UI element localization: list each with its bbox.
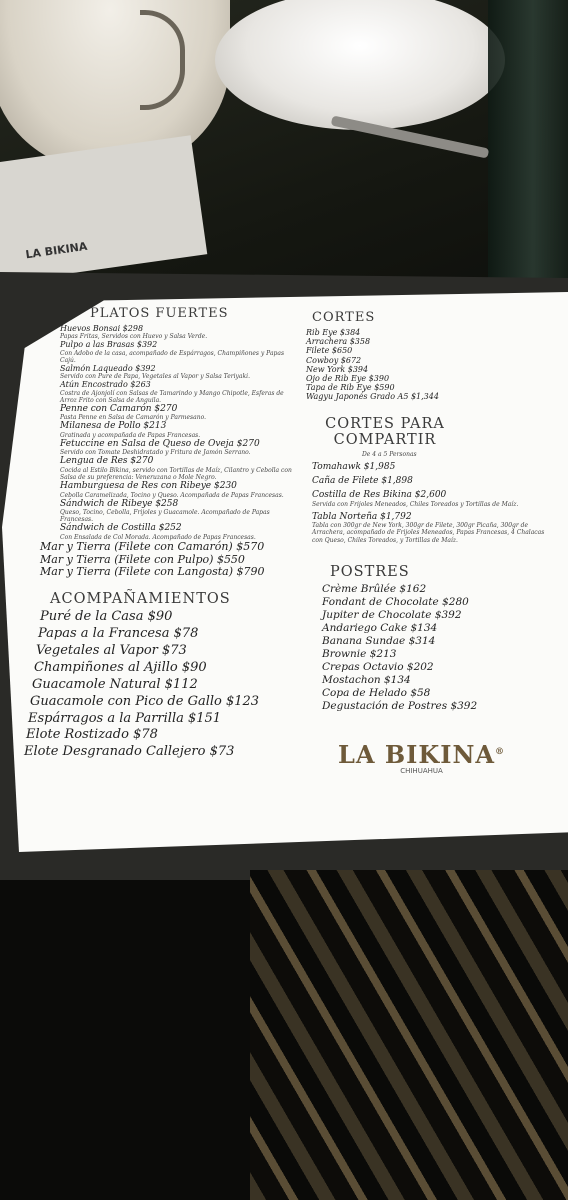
menu-item: Tapa de Rib Eye $590 bbox=[306, 383, 395, 393]
menu-item: New York $394 bbox=[306, 364, 369, 374]
menu-item bbox=[40, 541, 300, 554]
cortes-compartir-subtitle: De 4 a 5 Personas bbox=[362, 450, 417, 458]
menu-item: Mostachon $134 bbox=[322, 674, 411, 687]
menu-item-description: Gratinada y acompañada de Papas Francesas. bbox=[60, 431, 201, 439]
menu-item: Guacamole con Pico de Gallo $123 bbox=[30, 693, 260, 709]
menu-item-description: Queso, Tocino, Cebolla, Frijoles y Guacamole. Acompañado de Papas Francesas. bbox=[60, 509, 270, 524]
la-bikina-logo bbox=[338, 740, 505, 775]
menu-item bbox=[60, 404, 300, 422]
bowl-handle bbox=[140, 10, 185, 110]
platos-fuertes-list bbox=[20, 324, 300, 579]
menu-item bbox=[60, 364, 300, 380]
menu-item bbox=[60, 380, 300, 404]
menu-item-name: Lengua de Res $270 bbox=[60, 456, 154, 467]
menu-item-description: Servido con Tomate Deshidratado y Fritura de Jamón Serrano. bbox=[60, 449, 251, 457]
dark-floor bbox=[0, 880, 280, 1200]
menu-item-description: Cocida al Estilo Bikina, servido con Tortillas de Maíz, Cilantro y Cebolla con Salsa de su preferencia: Veneruzana o Mole Negro. bbox=[60, 466, 292, 481]
menu-right-column bbox=[300, 306, 550, 712]
menu-item: Vegetales al Vapor $73 bbox=[36, 642, 187, 658]
menu-item bbox=[312, 512, 547, 544]
menu-item: Banana Sundae $314 bbox=[322, 635, 436, 648]
menu-item: Puré de la Casa $90 bbox=[40, 608, 173, 624]
cortes-title: CORTES bbox=[312, 310, 376, 325]
menu-item bbox=[60, 523, 300, 541]
menu-item bbox=[312, 476, 547, 486]
menu-item-description: Con Ensalada de Col Morada. Acompañado de Papas Francesas. bbox=[60, 533, 256, 541]
menu-item-name: Costilla de Res Bikina $2,600 bbox=[312, 490, 447, 501]
menu-item bbox=[312, 490, 547, 508]
menu-item-name: Huevos Bonsai $298 bbox=[60, 324, 144, 333]
glass-bottle bbox=[488, 0, 568, 290]
menu-item: Crème Brûlée $162 bbox=[322, 582, 427, 595]
menu-item-name: Caña de Filete $1,898 bbox=[312, 476, 413, 487]
menu-item bbox=[60, 439, 300, 457]
menu-item: Champiñones al Ajillo $90 bbox=[34, 659, 207, 675]
menu-item-name: Mar y Tierra (Filete con Camarón) $570 bbox=[40, 539, 265, 553]
menu-item: Cowboy $672 bbox=[306, 355, 362, 365]
menu-item-description: Pasta Penne en Salsa de Camarón y Parmesano. bbox=[60, 414, 206, 422]
menu-item: Arrachera $358 bbox=[306, 337, 371, 347]
menu-item-name: Hamburguesa de Res con Ribeye $230 bbox=[60, 481, 237, 492]
menu-item-name: Mar y Tierra (Filete con Langosta) $790 bbox=[40, 565, 265, 579]
menu-item-description: Servido con Pure de Papa, Vegetales al Vapor y Salsa Teriyaki. bbox=[60, 373, 250, 381]
logo-name: LA BIKINA® bbox=[338, 740, 506, 769]
menu-item bbox=[312, 462, 547, 472]
menu-item: Ojo de Rib Eye $390 bbox=[306, 373, 390, 383]
menu-item bbox=[60, 499, 300, 524]
menu-item-name: Sándwich de Costilla $252 bbox=[60, 523, 182, 534]
menu-item bbox=[60, 456, 300, 481]
menu-item-name: Tomahawk $1,985 bbox=[312, 461, 396, 472]
patterned-fabric bbox=[250, 870, 568, 1200]
menu-item: Copa de Helado $58 bbox=[322, 687, 431, 700]
menu-item-name: Fetuccine en Salsa de Queso de Oveja $270 bbox=[60, 438, 260, 449]
menu-item: Espárragos a la Parrilla $151 bbox=[28, 710, 222, 726]
menu-item-description: Tabla con 300gr de New York, 300gr de Filete, 300gr Picaña, 300gr de Arrachera, acompañado de Frijoles Meneados, Papas Francesas, 4 Chalacas con Queso, Chiles Toreados, y Tortillas de Maíz. bbox=[312, 522, 545, 544]
postres-list bbox=[300, 583, 550, 713]
menu-item: Filete $650 bbox=[306, 346, 353, 356]
menu-item-name: Penne con Camarón $270 bbox=[60, 403, 178, 414]
menu-item bbox=[60, 324, 300, 340]
menu-item-name: Salmón Laqueado $392 bbox=[60, 363, 156, 373]
menu-item: Andariego Cake $134 bbox=[322, 622, 438, 634]
acompanamientos-title: ACOMPAÑAMIENTOS bbox=[50, 590, 231, 607]
menu-item-name: Pulpo a las Brasas $392 bbox=[60, 340, 158, 350]
menu-item-description: Servida con Frijoles Meneados, Chiles Toreados y Tortillas de Maíz. bbox=[312, 500, 519, 508]
menu-item: Jupiter de Chocolate $392 bbox=[322, 608, 462, 621]
menu-item-description: Costra de Ajonjolí con Salsas de Tamarindo y Mango Chipotle, Esferas de Arroz Frito con Salsa de Anguila. bbox=[60, 389, 284, 404]
acompanamientos-list bbox=[20, 610, 300, 760]
menu-item-name: Sándwich de Ribeye $258 bbox=[60, 498, 179, 509]
menu-item: Fondant de Chocolate $280 bbox=[322, 595, 469, 608]
menu-item: Brownie $213 bbox=[322, 648, 397, 661]
menu-item: Degustación de Postres $392 bbox=[322, 700, 478, 713]
receipt-logo-text: LA BIKINA bbox=[24, 239, 89, 262]
menu-item: Elote Desgranado Callejero $73 bbox=[24, 744, 235, 760]
platos-fuertes-title: PLATOS FUERTES bbox=[90, 306, 229, 321]
cortes-list bbox=[300, 328, 550, 402]
logo-city: CHIHUAHUA bbox=[400, 767, 443, 775]
menu-item: Papas a la Francesa $78 bbox=[38, 625, 199, 641]
postres-title: POSTRES bbox=[330, 563, 410, 580]
menu-item: Elote Rostizado $78 bbox=[26, 727, 158, 743]
menu-item bbox=[60, 340, 300, 364]
menu-item: Guacamole Natural $112 bbox=[32, 676, 198, 692]
cortes-compartir-title: CORTES PARA COMPARTIR bbox=[325, 415, 445, 448]
menu-item-description: Papas Fritas, Servidos con Huevo y Salsa Verde. bbox=[60, 333, 208, 341]
menu-item-name: Atún Encostrado $263 bbox=[60, 380, 151, 390]
menu-item-description: Con Adobo de la casa, acompañado de Espárragos, Champiñones y Papas Cajú. bbox=[60, 349, 285, 364]
menu-item: Crepas Octavio $202 bbox=[322, 661, 434, 674]
menu-item-name: Mar y Tierra (Filete con Pulpo) $550 bbox=[40, 552, 245, 566]
menu-item-name: Tabla Norteña $1,792 bbox=[312, 511, 412, 522]
menu-item: Wagyu Japonés Grado A5 $1,344 bbox=[306, 392, 439, 402]
menu-item bbox=[40, 566, 300, 579]
menu-item: Rib Eye $384 bbox=[306, 328, 361, 337]
cortes-compartir-list bbox=[300, 462, 547, 544]
menu-left-column bbox=[20, 302, 300, 760]
menu-item-description: Cebolla Caramelizada, Tocino y Queso. Acompañada de Papas Francesas. bbox=[60, 491, 284, 499]
menu-item-name: Milanesa de Pollo $213 bbox=[60, 421, 167, 432]
platos-fuertes-section bbox=[20, 306, 300, 321]
menu-item bbox=[60, 481, 300, 499]
menu-item bbox=[60, 421, 300, 439]
